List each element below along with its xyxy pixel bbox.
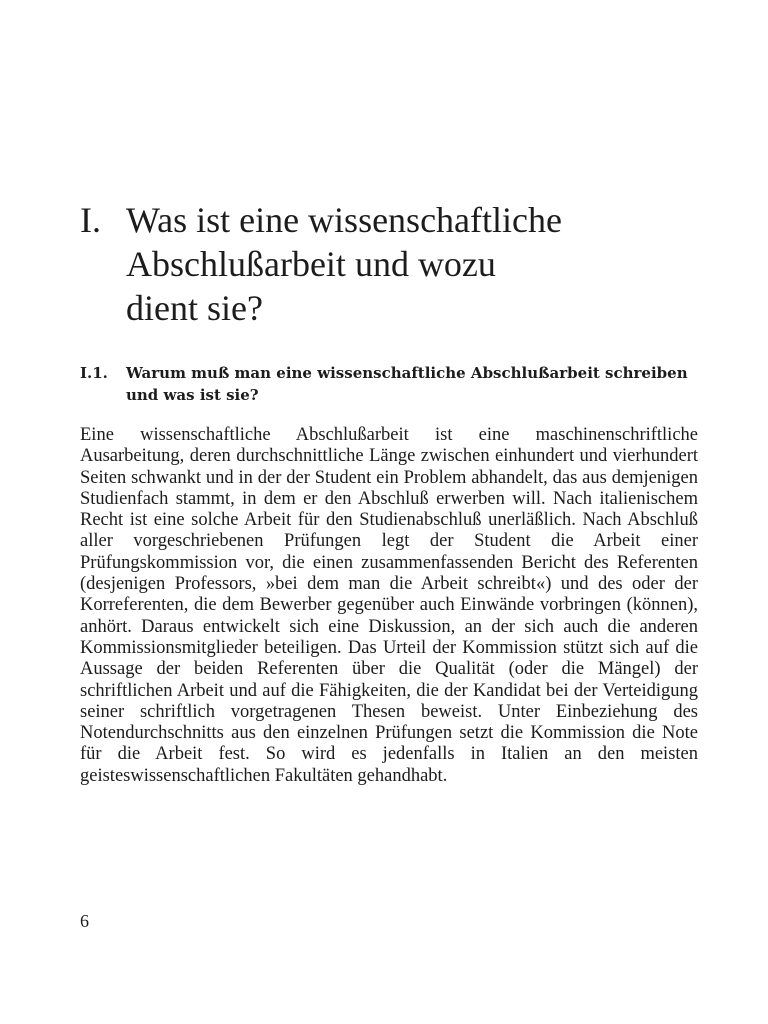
section-number: I.1. xyxy=(80,364,108,382)
chapter-title xyxy=(80,198,720,330)
body-paragraph: Eine wissenschaftliche Abschlußarbeit ist eine maschinenschriftliche Ausarbeitung, deren durchschnittliche Länge zwischen einhundert und vierhundert Seiten schwankt und in der der Student ein Problem abhandelt, das aus demjenigen Studienfach stammt, in dem er den Abschluß erwerben will. Nach italienischem Recht ist eine solche Arbeit für den Studienabschluß unerläßlich. Nach Abschluß aller vorgeschriebenen Prüfungen legt der Student die Arbeit einer Prüfungskommission vor, die einen zusammenfassenden Bericht des Referenten (desjenigen Professors, »bei dem man die Arbeit schreibt«) und des oder der Korreferenten, die dem Bewerber gegenüber auch Einwände vorbringen (können), anhört. Daraus entwickelt sich eine Diskussion, an der sich auch die anderen Kommissionsmitglieder beteiligen. Das Urteil der Kommission stützt sich auf die Aussage der beiden Referenten über die Qualität (oder die Mängel) der schriftlichen Arbeit und auf die Fähigkeiten, die der Kandidat bei der Verteidigung seiner schriftlich vorgetragenen Thesen beweist. Unter Einbeziehung des Notendurchschnitts aus den einzelnen Prüfungen setzt die Kommission die Note für die Arbeit fest. So wird es jedenfalls in Italien an den meisten geisteswissenschaftlichen Fakultäten gehandhabt. xyxy=(80,425,698,786)
page-number: 6 xyxy=(80,911,89,931)
chapter-title-text: Was ist eine wissenschaftliche Abschlußarbeit und wozu dient sie? xyxy=(126,200,562,328)
chapter-number: I. xyxy=(80,200,101,240)
section-heading xyxy=(80,362,698,406)
section-title-text: Warum muß man eine wissenschaftliche Abschlußarbeit schreiben und was ist sie? xyxy=(126,364,688,404)
